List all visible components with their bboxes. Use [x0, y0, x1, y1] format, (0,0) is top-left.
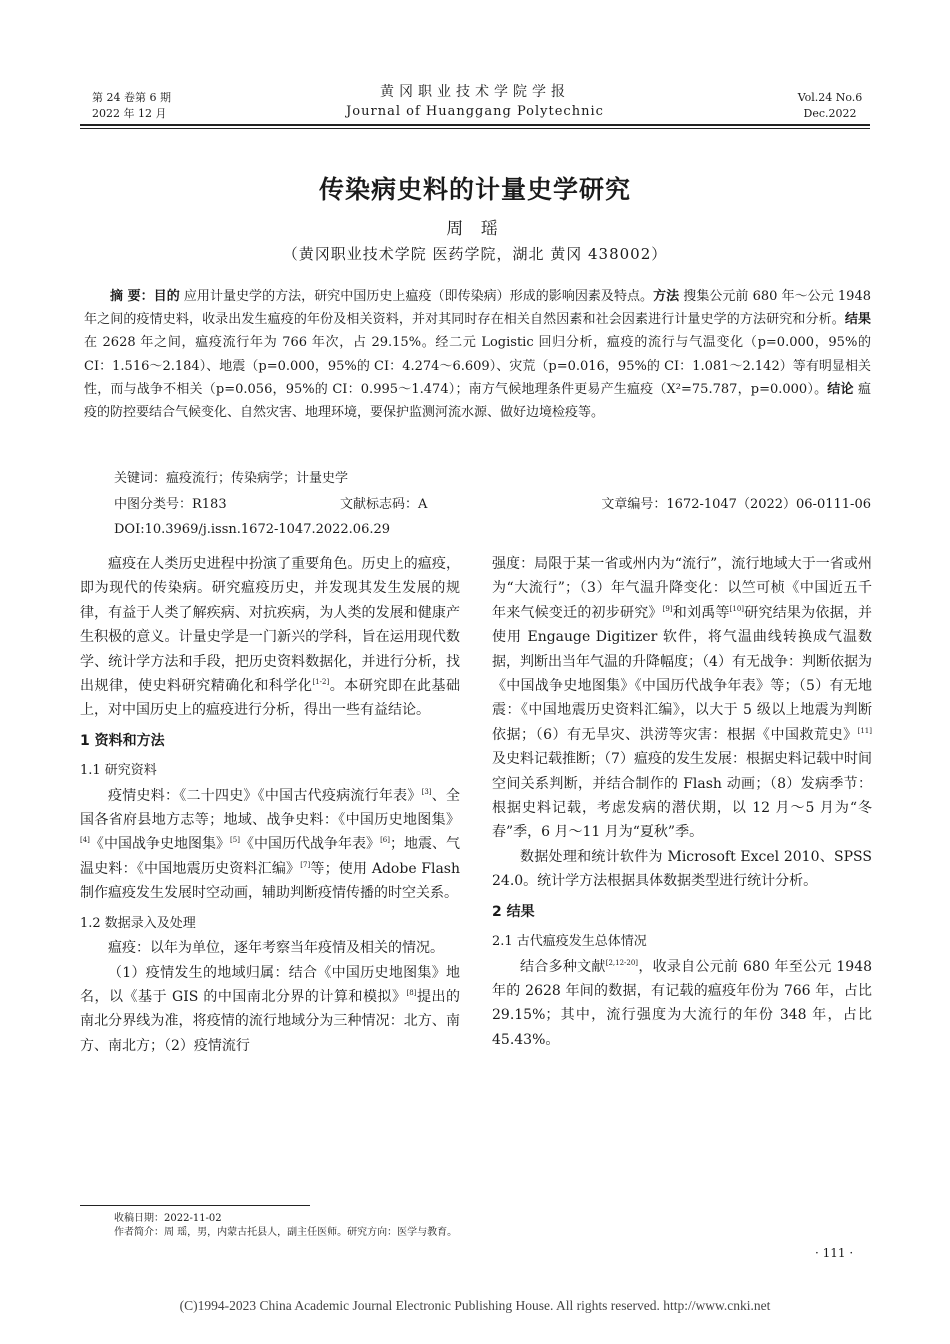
volume-issue-cn: 第 24 卷第 6 期 [92, 91, 171, 104]
citation: [1-2] [312, 678, 330, 687]
citation: [3] [421, 787, 432, 796]
conclusion-label: 结论 [827, 381, 854, 397]
footnotes [114, 1212, 457, 1240]
citation: [10] [729, 604, 745, 613]
paragraph-region: （1）疫情发生的地域归属：结合《中国历史地图集》地名，以《基于 GIS 的中国南北分界的计算和模拟》[8]提出的南北分界线为准，将疫情的流行地域分为三种情况：北方、南方、南北方；（2）疫情流行 [80, 964, 460, 1054]
article-title: 传染病史料的计量史学研究 [318, 175, 631, 204]
intro-paragraph: 瘟疫在人类历史进程中扮演了重要角色。历史上的瘟疫，即为现代的传染病。研究瘟疫历史，并发现其发生发展的规律，有益于人类了解疾病、对抗疾病，为人类的发展和健康产生积极的意义。计量史学是一门新兴的学科，旨在运用现代数学、统计学方法和手段，把历史资料数据化，并进行分析，找出规律，使史料研究精确化和科学化[1-2]。本研究即在此基础上，对中国历史上的瘟疫进行分析，得出一些有益结论。 [80, 556, 461, 719]
header-divider-thin [80, 128, 870, 129]
result-label: 结果 [844, 312, 871, 328]
method-label: 方法 [653, 289, 680, 304]
date-cn: 2022 年 12 月 [92, 107, 167, 120]
conclusion-text: 瘟疫的防控要结合气候变化、自然灾害、地理环境，要保护监测河流水源、做好边境检疫等。 [84, 381, 871, 421]
citation: [9] [662, 604, 673, 613]
purpose-text: 应用计量史学的方法，研究中国历史上瘟疫（即传染病）形成的影响因素及特点。 [179, 289, 654, 304]
left-column [80, 552, 460, 1058]
author-bio: 作者简介：周 瑶，男，内蒙古托县人，副主任医师。研究方向：医学与教育。 [114, 1227, 458, 1238]
paragraph-criteria: 强度：局限于某一省或州内为“流行”，流行地域大于一省或州为“大流行”；（3）年气温升降变化：以竺可桢《中国近五千年来气候变迁的初步研究》[9]和刘禹等[10]研究结果为依据，并使用 Engauge Digitizer 软件，将气温曲线转换成气温数据，判断出当年气温的升降幅度；（4）有无战争：判断依据为《中国战争史地图集》《中国历代战争年表》等；（5）有无地震：《中国地震历史资料汇编》，以大于 5 级以上地震为判断依据；（6）有无旱灾、洪涝等灾害：根据《中国救荒史》[11]及史料记载推断；（7）瘟疫的发生发展：根据史料记载中时间空间关系判断，并结合制作的 Flash 动画；（8）发病季节：根据史料记载，考虑发病的潜伏期，以 12 月～5 月为“冬春”季，6 月～11 月为“夏秋”季。 [492, 556, 873, 841]
clc-number: 中图分类号：R183 [114, 497, 227, 512]
citation: [11] [857, 726, 872, 735]
section-heading-2: 2 结果 [492, 903, 535, 920]
volume-issue-en: Vol.24 No.6 [797, 91, 863, 104]
page-number: · 111 · [815, 1246, 854, 1260]
method-text: 搜集公元前 680 年～公元 1948 年之间的疫情史料，收录出发生瘟疫的年份及相关资料，并对其同时存在相关自然因素和社会因素进行计量史学的方法研究和分析。 [84, 289, 871, 328]
paragraph-software: 数据处理和统计软件为 Microsoft Excel 2010、SPSS 24.0。统计学方法根据具体数据类型进行统计分析。 [492, 848, 872, 890]
article-author: 周 瑶 [446, 219, 504, 239]
abstract [84, 285, 871, 424]
paragraph-results: 结合多种文献[2,12-20]，收录自公元前 680 年至公元 1948 年的 2628 年间的数据，有记载的瘟疫年份为 766 年，占比 29.15%；其中，流行强度为大流行的年份 348 年，占比 45.43%。 [492, 958, 873, 1048]
right-column [492, 552, 872, 1052]
citation: [5] [230, 836, 240, 845]
received-date: 收稿日期：2022-11-02 [114, 1213, 222, 1224]
header-divider [80, 124, 870, 126]
journal-title-en: Journal of Huanggang Polytechnic [346, 104, 604, 119]
author-affiliation: （黄冈职业技术学院 医药学院，湖北 黄冈 438002） [282, 245, 668, 263]
citation: [4] [80, 836, 90, 845]
doi: DOI:10.3969/j.issn.1672-1047.2022.06.29 [114, 522, 391, 537]
article-number: 文章编号：1672-1047（2022）06-0111-06 [601, 497, 871, 512]
subsection-heading-1-1: 1.1 研究资料 [80, 763, 157, 779]
result-text: 在 2628 年之间，瘟疫流行年为 766 年次，占 29.15%。经二元 Logistic 回归分析，瘟疫的流行与气温变化（p=0.000，95%的 CI：1.516～2.184）、地震（p=0.000，95%的 CI：4.274～6.609）、灾荒（p=0.016，95%的 CI：1.081～2.142）等有明显相关性，而与战争不相关（p=0.056，95%的 CI：0.995～1.474）；南方气候地理条件更易产生瘟疫（X²=75.787，p=0.000）。 [84, 335, 871, 397]
paragraph-plague-unit: 瘟疫：以年为单位，逐年考察当年疫情及相关的情况。 [108, 940, 444, 957]
citation: [6] [380, 836, 390, 845]
citation: [8] [406, 988, 417, 997]
paragraph-materials: 疫情史料：《二十四史》《中国古代疫病流行年表》[3]、全国各省府县地方志等；地域、战争史料：《中国历史地图集》[4]《中国战争史地图集》[5]《中国历代战争年表》[6]；地震、气温史料：《中国地震历史资料汇编》[7]等；使用 Adobe Flash 制作瘟疫发生发展时空动画，辅助判断疫情传播的时空关系。 [80, 787, 461, 902]
keywords: 关键词：瘟疫流行；传染病学；计量史学 [114, 471, 349, 486]
purpose-label: 目的 [153, 289, 180, 304]
citation: [7] [300, 860, 311, 869]
copyright-notice: (C)1994-2023 China Academic Journal Electronic Publishing House. All rights reserved. http://www.cnki.net [179, 1298, 771, 1313]
subsection-heading-1-2: 1.2 数据录入及处理 [80, 915, 196, 931]
journal-title-cn: 黄冈职业技术学院学报 [380, 84, 570, 100]
abstract-label: 摘 要： [110, 289, 154, 304]
date-en: Dec.2022 [803, 107, 857, 120]
header-volume-en [790, 90, 870, 122]
citation: [2,12-20] [605, 958, 639, 967]
section-heading-1: 1 资料和方法 [80, 732, 165, 749]
subsection-heading-2-1: 2.1 古代瘟疫发生总体情况 [492, 934, 647, 950]
document-code: 文献标志码：A [340, 497, 428, 512]
footnote-divider [80, 1205, 310, 1206]
